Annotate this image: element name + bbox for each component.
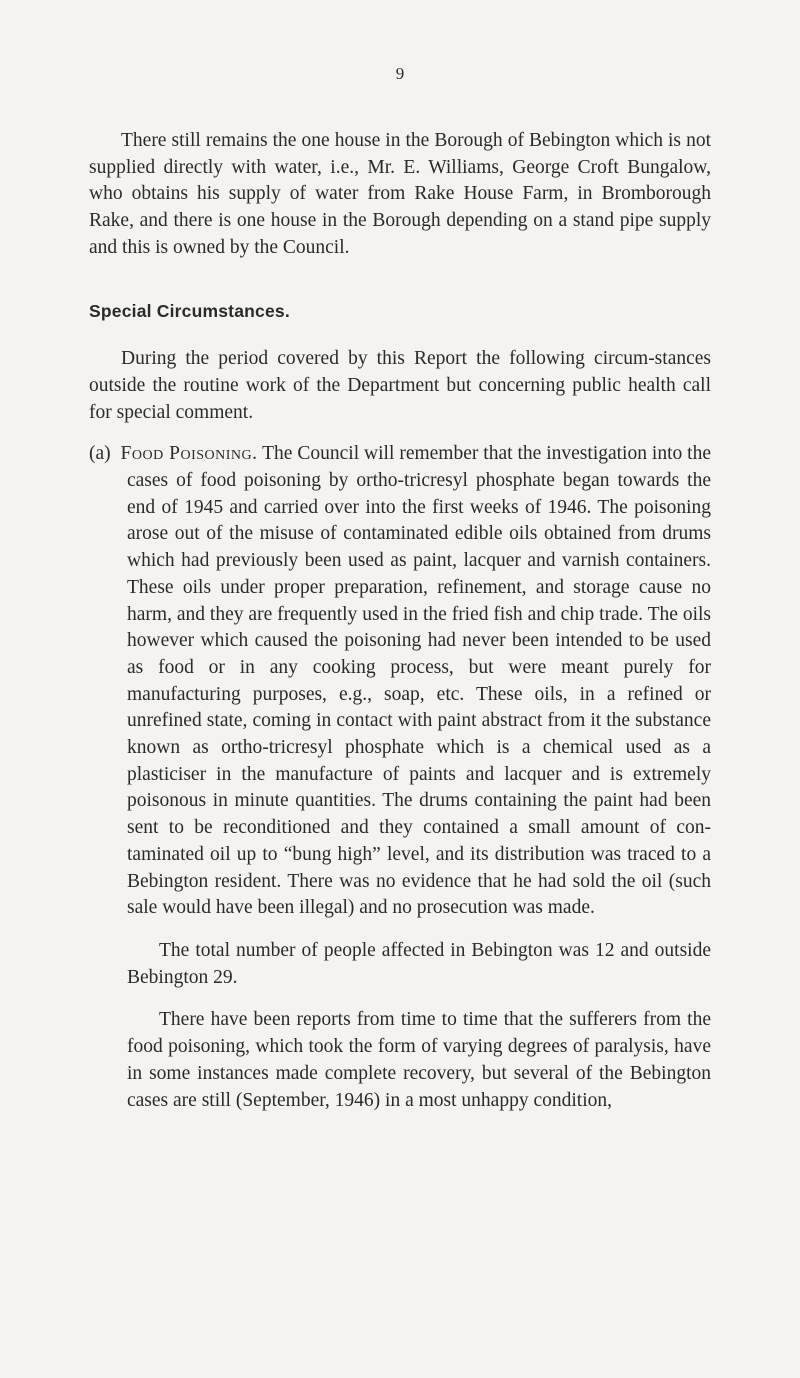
item-a-title: Food Poisoning. (120, 443, 258, 465)
section-heading: Special Circumstances. (89, 300, 290, 321)
intro-paragraph: There still remains the one house in the Borough of Bebington which is not supplied directly with water, i.e., Mr. E. Williams, George Croft Bungalow, who obtains his supply of water from Rake House Farm, in Bromborough Rake, and there is one house in the Borough depending on a stand pipe supply and this is owned by the Council. (89, 130, 711, 258)
recovery-reports-paragraph: There have been reports from time to time that the sufferers from the food poisoning, which took the form of varying degrees of paralysis, have in some instances made complete recovery, but several of the Bebington cases are still (September, 1946) in a most unhappy condition, (127, 1009, 711, 1111)
total-affected-paragraph: The total number of people affected in Bebington was 12 and outside Bebington 29. (127, 939, 711, 988)
page-number: 9 (395, 64, 405, 83)
section-intro-paragraph: During the period covered by this Report the following circum-stances outside the routine work of the Department but concerning public health call for special comment. (89, 348, 711, 423)
item-a-marker: (a) (89, 443, 111, 465)
item-a-paragraph (89, 441, 711, 922)
item-a-text: The Council will remember that the investigation into the cases of food poisoning by ortho-tricresyl phosphate began towards the end of 1945 and carried over into the first weeks of 1946. The poisoning arose out of the misuse of contaminated edible oils obtained from drums which had previously been used as paint, lacquer and varnish containers. These oils under proper preparation, refinement, and storage cause no harm, and they are frequently used in the fried fish and chip trade. The oils however which caused the poisoning had never been intended to be used as food or in any cooking process, but were meant purely for manufacturing purposes, e.g., soap, etc. These oils, in a refined or unrefined state, coming in contact with paint abstract from it the substance known as ortho-tricresyl phosphate which is a chemical used as a plasticiser in the manufacture of paints and lacquer and is extremely poisonous in minute quantities. The drums containing the paint had been sent to be reconditioned and they contained a small amount of con-taminated oil up to “bung high” level, and its distribution was traced to a Bebington resident. There was no evidence that he had sold the oil (such sale would have been illegal) and no prosecution was made. (127, 443, 711, 919)
page-body (89, 128, 711, 1114)
item-a-continuation (89, 938, 711, 1114)
